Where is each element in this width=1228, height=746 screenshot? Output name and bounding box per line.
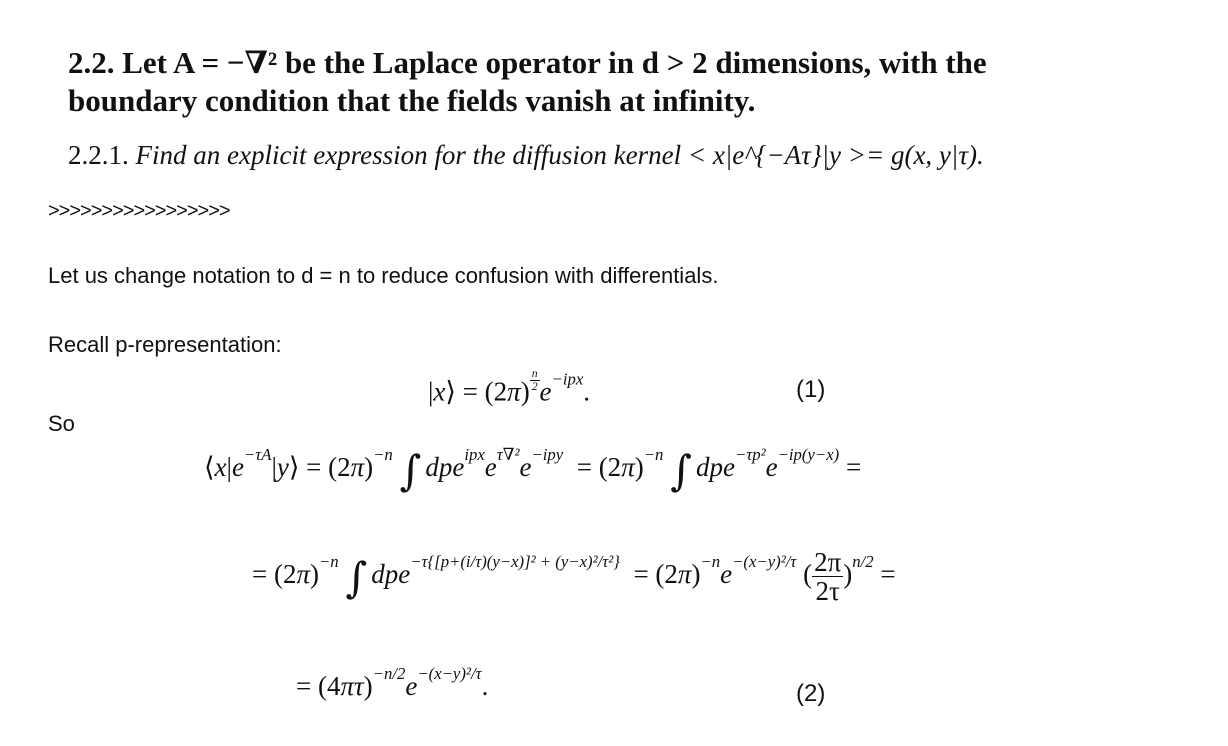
equation-2-number: (2) <box>796 680 826 707</box>
paragraph-notation: Let us change notation to d = n to reduce confusion with differentials. <box>48 263 719 288</box>
subproblem-statement <box>68 140 984 171</box>
equation-1: |x⟩ = (2π) $^{\frac{n}{2}}$ $e^{-ipx}$. <box>428 367 591 407</box>
subproblem-label: 2.2.1. <box>68 140 129 170</box>
problem-title-line1: 2.2. Let A = −∇² be the Laplace operator in d > 2 dimensions, with the <box>68 45 987 80</box>
subproblem-text: Find an explicit expression for the diffusion kernel < x|e^{−Aτ}|y >= g(x, y|τ). <box>135 140 984 170</box>
equation-1-number: (1) <box>796 376 826 403</box>
equation-2: = $(4\pi\tau)^{-n/2}e^{-(x-y)^2/\tau}$. <box>296 664 489 701</box>
problem-title-line2: boundary condition that the fields vanish at infinity. <box>68 83 756 118</box>
paragraph-so: So <box>48 411 75 436</box>
separator-arrows: >>>>>>>>>>>>>>>>> <box>48 200 230 222</box>
paragraph-recall: Recall p-representation: <box>48 332 282 357</box>
equation-gaussian: = $(2\pi)^{-n}$ ∫ $dpe^{-\tau\{[p+(i/\tau)(y-x)]^2 + (y-x)^2/\tau^2\}} = (2\pi)^{-n}e^{-(x-y)^2/\tau}$ ( $\frac{2\pi}{2\tau}$ )$^{n/2}$ = <box>252 547 896 607</box>
problem-statement <box>68 44 987 120</box>
equation-kernel: $⟨x|e^{-\tau A}|y⟩ = (2\pi)^{-n}$ ∫ $dpe^{ipx}e^{\tau\nabla^2}e^{-ipy} = (2\pi)^{-n}$ ∫ $dpe^{-\tau p^2}e^{-ip(y-x)}$ = <box>204 445 862 496</box>
